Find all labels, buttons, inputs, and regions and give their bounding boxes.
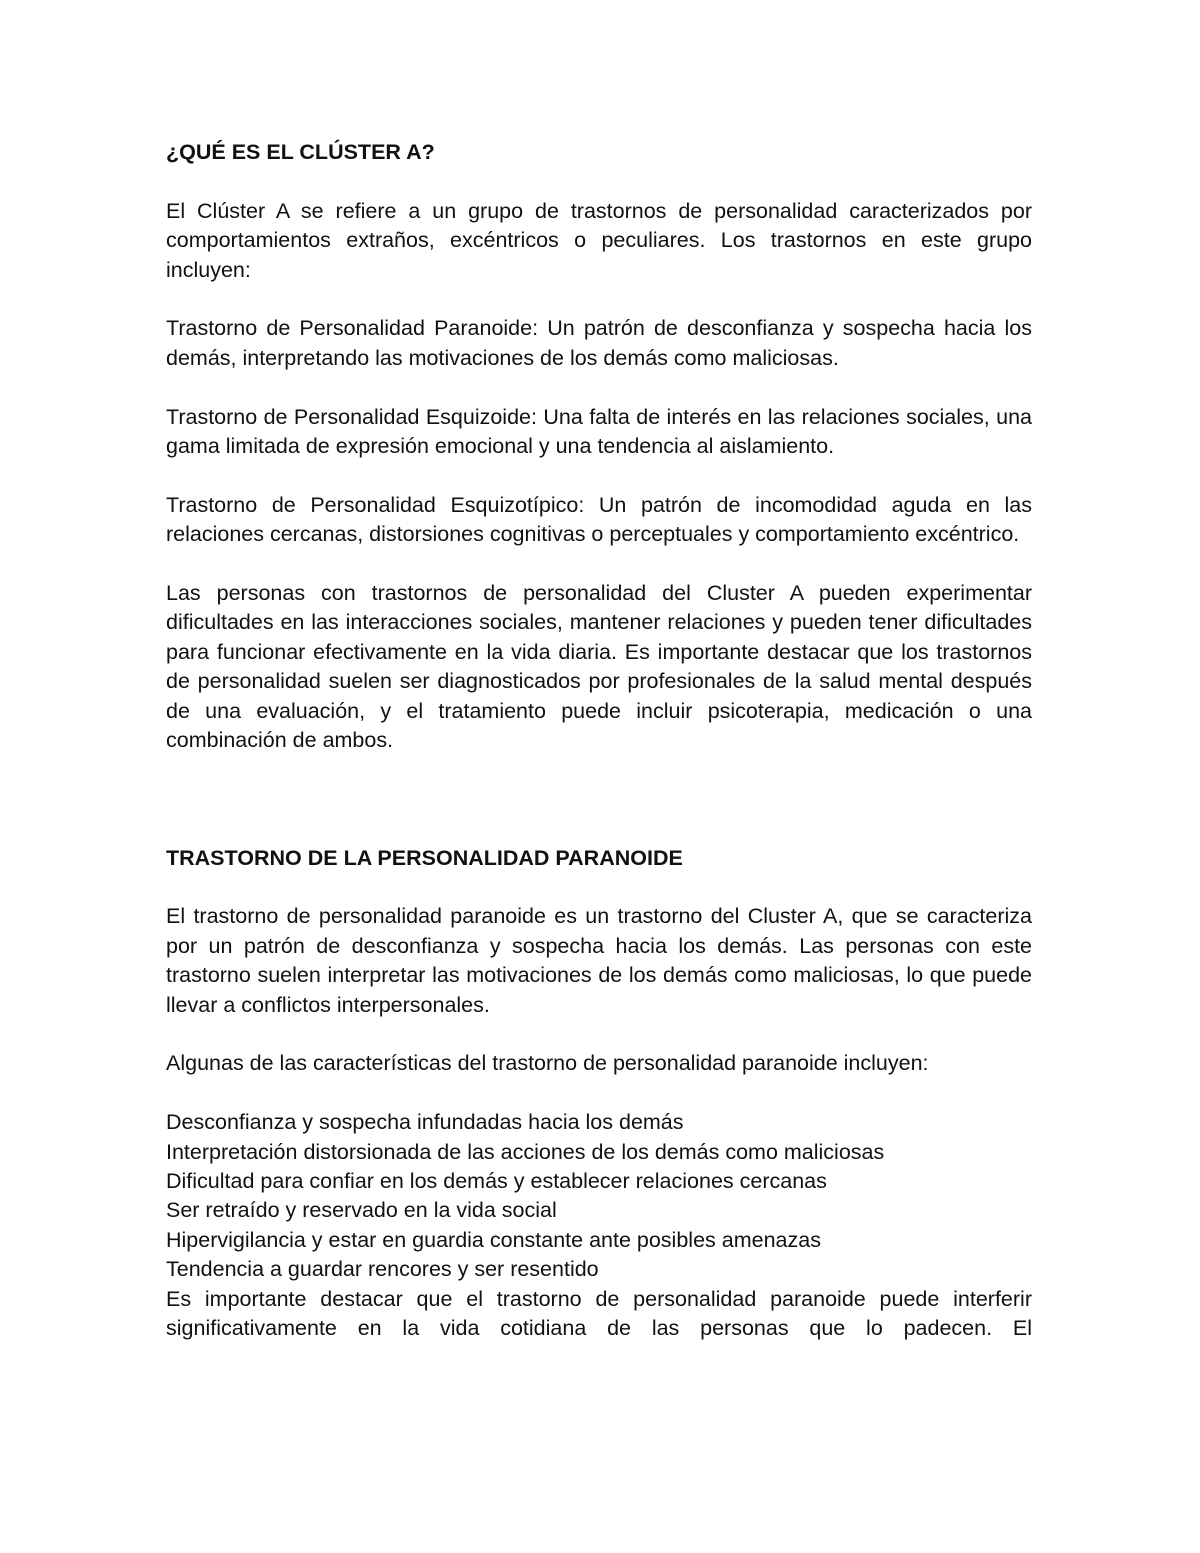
list-item: Ser retraído y reservado en la vida social (166, 1198, 557, 1223)
characteristics-list (166, 1108, 1032, 1284)
list-item: Interpretación distorsionada de las acciones de los demás como maliciosas (166, 1139, 885, 1164)
section-title-cluster-a: ¿QUÉ ES EL CLÚSTER A? (166, 140, 435, 164)
list-item: Desconfianza y sospecha infundadas hacia los demás (166, 1110, 684, 1135)
paragraph-cluster-intro: El Clúster A se refiere a un grupo de trastornos de personalidad caracterizados por comportamientos extraños, excéntricos o peculiares. Los trastornos en este grupo incluyen: (166, 198, 1032, 282)
section-title-paranoide: TRASTORNO DE LA PERSONALIDAD PARANOIDE (166, 845, 683, 870)
paragraph-paranoide: Trastorno de Personalidad Paranoide: Un patrón de desconfianza y sospecha hacia los demás, interpretando las motivaciones de los demás como maliciosas. (166, 316, 1032, 370)
paragraph-esquizoide: Trastorno de Personalidad Esquizoide: Una falta de interés en las relaciones sociales, una gama limitada de expresión emocional y una tendencia al aislamiento. (166, 404, 1032, 459)
paragraph-closing: Es importante destacar que el trastorno de personalidad paranoide puede interferir significativamente en la vida cotidiana de las personas que lo padecen. El (166, 1286, 1032, 1341)
list-item: Hipervigilancia y estar en guardia constante ante posibles amenazas (166, 1227, 821, 1252)
paragraph-paranoide-intro: El trastorno de personalidad paranoide es un trastorno del Cluster A, que se caracteriza por un patrón de desconfianza y sospecha hacia los demás. Las personas con este trastorno suelen interpretar las motivaciones de los demás como maliciosas, lo que puede llevar a conflictos interpersonales. (166, 904, 1032, 1017)
paragraph-characteristics-lead: Algunas de las características del trastorno de personalidad paranoide incluyen: (166, 1051, 929, 1076)
list-item: Dificultad para confiar en los demás y establecer relaciones cercanas (166, 1169, 827, 1194)
paragraph-esquizotipico: Trastorno de Personalidad Esquizotípico: Un patrón de incomodidad aguda en las relaciones cercanas, distorsiones cognitivas o perceptuales y comportamiento excéntrico. (166, 492, 1032, 547)
list-item: Tendencia a guardar rencores y ser resentido (166, 1257, 599, 1282)
document-page (166, 138, 1032, 1344)
paragraph-cluster-summary: Las personas con trastornos de personalidad del Cluster A pueden experimentar dificultades en las interacciones sociales, mantener relaciones y pueden tener dificultades para funcionar efectivamente en la vida diaria. Es importante destacar que los trastornos de personalidad suelen ser diagnosticados por profesionales de la salud mental después de una evaluación, y el tratamiento puede incluir psicoterapia, medicación o una combinación de ambos. (166, 581, 1032, 753)
